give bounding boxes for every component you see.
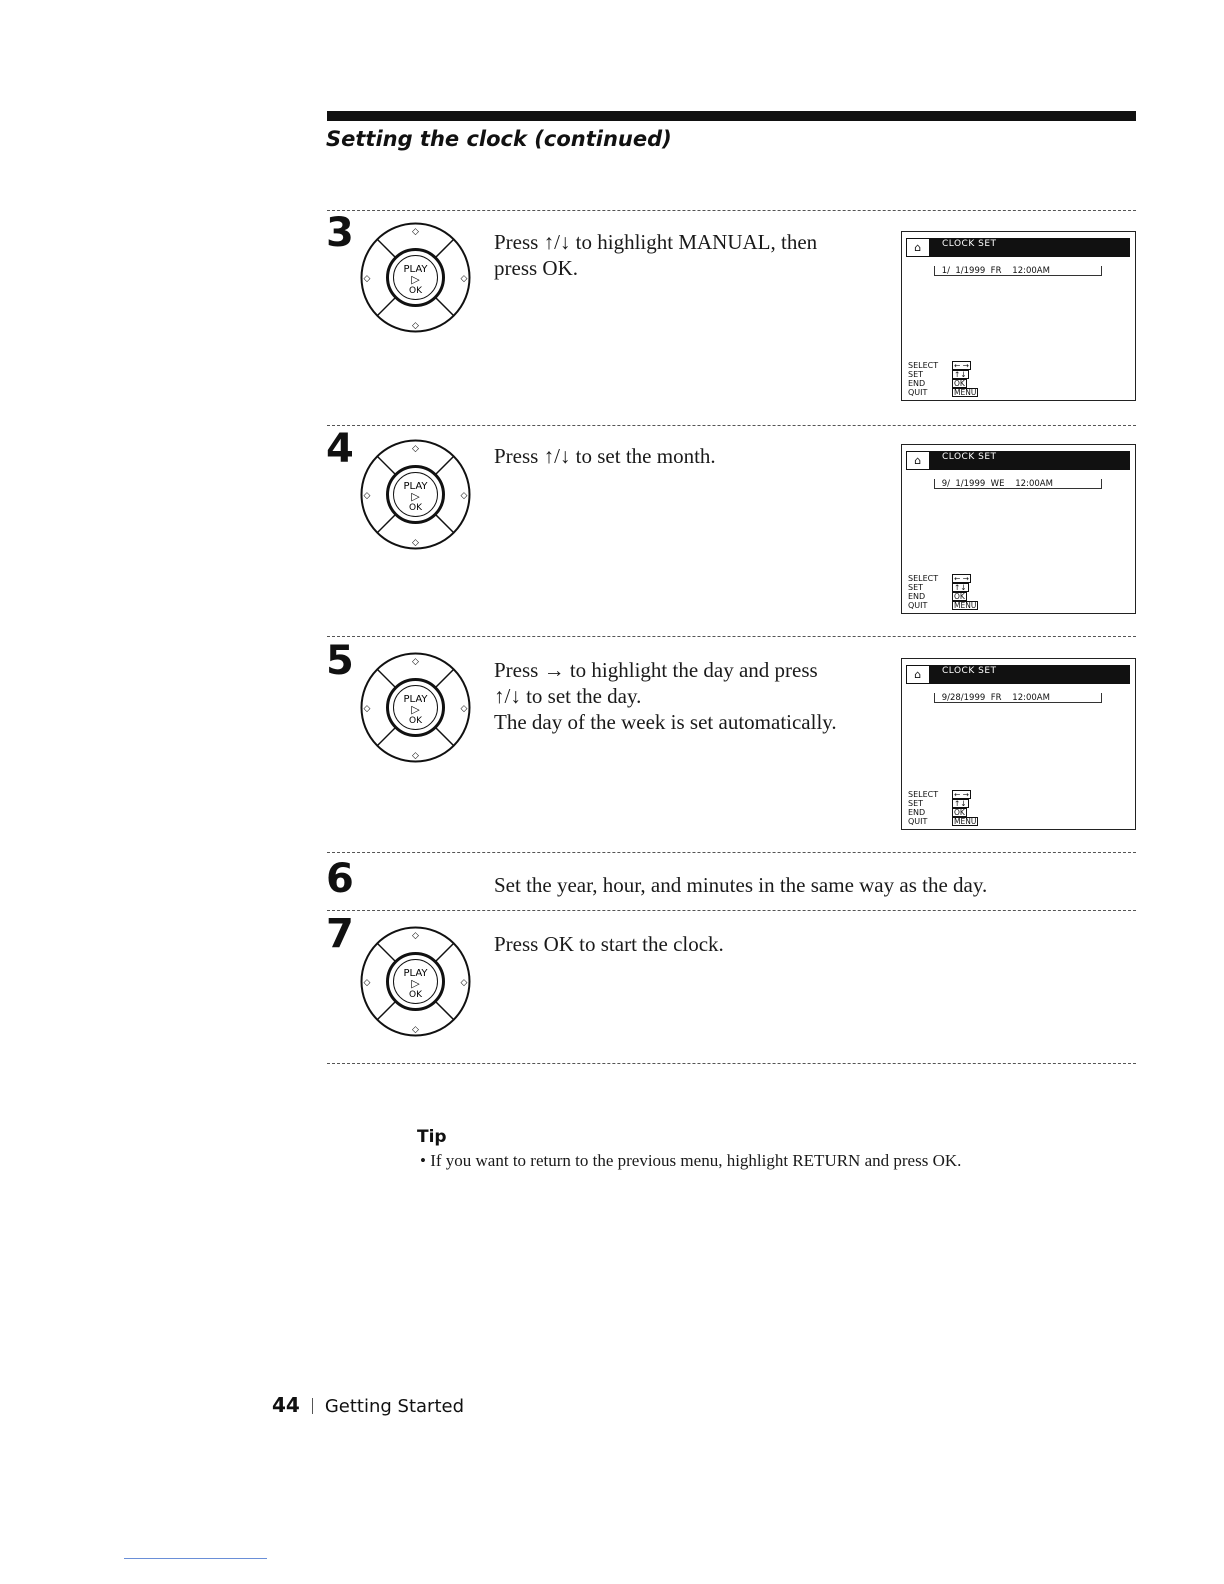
tip-heading: Tip	[417, 1127, 447, 1147]
svg-text:◇: ◇	[412, 320, 419, 330]
svg-text:▷: ▷	[411, 977, 420, 990]
page-title: Setting the clock (continued)	[326, 127, 672, 151]
svg-text:◇: ◇	[460, 703, 468, 713]
svg-text:PLAY: PLAY	[403, 968, 428, 979]
divider	[327, 1063, 1136, 1064]
svg-text:▷: ▷	[411, 273, 420, 286]
remote-dpad-icon	[358, 220, 473, 335]
svg-text:◇: ◇	[412, 1024, 419, 1034]
remote-dpad-icon	[358, 437, 473, 552]
date-readout: 9/28/1999 FR 12:00AM	[934, 693, 1102, 703]
page-number: 44	[272, 1393, 300, 1417]
divider	[327, 425, 1136, 426]
bottom-line	[124, 1558, 267, 1559]
svg-text:PLAY: PLAY	[403, 481, 428, 492]
svg-text:OK: OK	[409, 716, 422, 726]
svg-text:OK: OK	[409, 286, 422, 296]
divider	[327, 210, 1136, 211]
step-number: 6	[326, 856, 354, 902]
svg-text:◇: ◇	[460, 977, 468, 987]
svg-text:◇: ◇	[412, 537, 419, 547]
svg-text:▷: ▷	[411, 703, 420, 716]
header-rule	[327, 111, 1136, 121]
svg-text:◇: ◇	[412, 226, 419, 236]
tv-screen-clock-set: ⌂ CLOCK SET 9/28/1999 FR 12:00AM SELECT ← → SET ↑↓ END OK QUIT MENU	[901, 658, 1136, 830]
step-instruction: Press → to highlight the day and press ↑/↓ to set the day. The day of the week is set automatically.	[494, 658, 837, 734]
svg-text:◇: ◇	[460, 273, 468, 283]
step-instruction: Press OK to start the clock.	[494, 932, 724, 956]
step-number: 5	[326, 638, 354, 684]
svg-text:▷: ▷	[411, 490, 420, 503]
tip-text: • If you want to return to the previous menu, highlight RETURN and press OK.	[420, 1151, 962, 1170]
step-number: 3	[326, 210, 354, 256]
step-instruction: Press ↑/↓ to highlight MANUAL, then press OK.	[494, 230, 818, 280]
svg-text:◇: ◇	[412, 930, 419, 940]
remote-dpad-icon	[358, 650, 473, 765]
svg-text:◇: ◇	[363, 977, 371, 987]
svg-text:◇: ◇	[412, 443, 419, 453]
lock-icon: ⌂	[906, 238, 930, 257]
svg-text:PLAY: PLAY	[403, 694, 428, 705]
svg-text:◇: ◇	[460, 490, 468, 500]
step-number: 4	[326, 426, 354, 472]
date-readout: 9/ 1/1999 WE 12:00AM	[934, 479, 1102, 489]
date-readout: 1/ 1/1999 FR 12:00AM	[934, 266, 1102, 276]
tv-screen-clock-set: ⌂ CLOCK SET 1/ 1/1999 FR 12:00AM SELECT ← → SET ↑↓ END OK QUIT MENU	[901, 231, 1136, 401]
step-number: 7	[326, 911, 354, 957]
lock-icon: ⌂	[906, 451, 930, 470]
svg-text:◇: ◇	[412, 656, 419, 666]
divider	[327, 910, 1136, 911]
divider	[327, 636, 1136, 637]
tv-screen-clock-set: ⌂ CLOCK SET 9/ 1/1999 WE 12:00AM SELECT ← → SET ↑↓ END OK QUIT MENU	[901, 444, 1136, 614]
svg-text:PLAY: PLAY	[403, 264, 428, 275]
section-name: Getting Started	[324, 1396, 465, 1417]
step-instruction: Press ↑/↓ to set the month.	[494, 444, 716, 468]
svg-text:OK: OK	[409, 990, 422, 1000]
remote-dpad-icon	[358, 924, 473, 1039]
svg-text:◇: ◇	[412, 750, 419, 760]
step-instruction: Set the year, hour, and minutes in the same way as the day.	[494, 873, 988, 897]
svg-text:◇: ◇	[363, 703, 371, 713]
svg-text:◇: ◇	[363, 490, 371, 500]
page-footer	[272, 1393, 464, 1417]
lock-icon: ⌂	[906, 665, 930, 684]
svg-text:OK: OK	[409, 503, 422, 513]
svg-text:◇: ◇	[363, 273, 371, 283]
divider	[327, 852, 1136, 853]
